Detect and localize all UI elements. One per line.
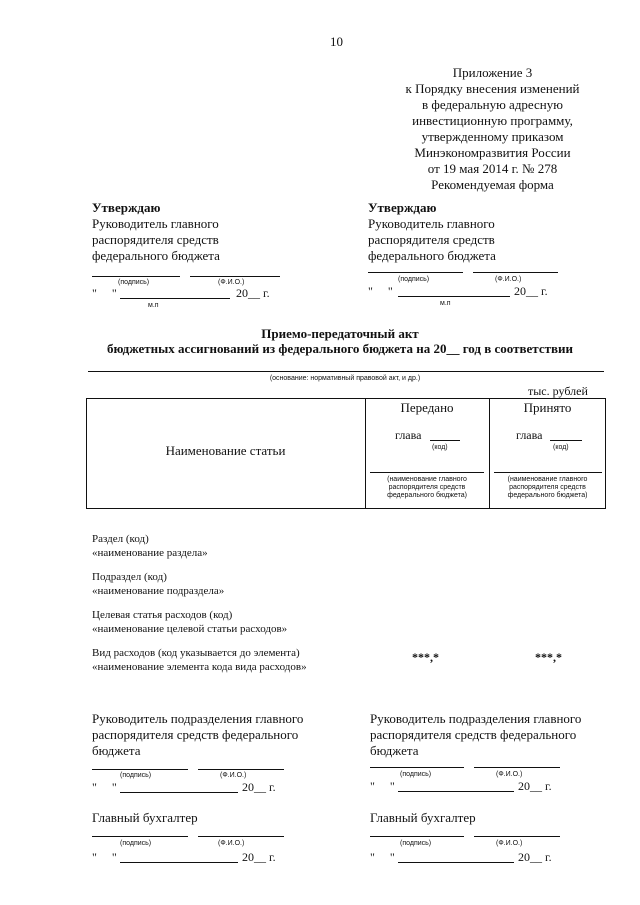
date-quotes: " " <box>368 284 393 298</box>
date-year: 20__ г. <box>518 850 552 864</box>
approve-left-block <box>92 200 292 264</box>
signature-line <box>370 836 464 837</box>
date-quotes: " " <box>370 850 395 864</box>
signature-line <box>92 276 180 277</box>
approve-line: Руководитель главного <box>92 216 219 231</box>
date-line <box>120 862 238 863</box>
date-year: 20__ г. <box>242 780 276 794</box>
table-row <box>92 646 307 674</box>
approve-line: распорядителя средств <box>92 232 219 247</box>
page-number: 10 <box>330 34 343 49</box>
signature-caption: (подпись) <box>118 279 150 286</box>
signature-line <box>92 836 188 837</box>
chief-accountant-label: Главный бухгалтер <box>92 810 198 825</box>
sign-left-block <box>92 711 332 759</box>
form-type: Рекомендуемая форма <box>431 177 554 192</box>
row-name: «наименование раздела» <box>92 547 208 559</box>
caption-line: (наименование главного <box>387 476 467 483</box>
date-quotes: " " <box>92 850 117 864</box>
transferred-value: ***,* <box>412 650 439 664</box>
signature-caption: (подпись) <box>400 771 432 778</box>
col-received-header: Принято <box>523 400 572 415</box>
approve-heading: Утверждаю <box>368 200 437 215</box>
col-transferred-header: Передано <box>400 400 454 415</box>
signature-caption: (подпись) <box>400 840 432 847</box>
fio-line <box>473 272 558 273</box>
fio-caption: (Ф.И.О.) <box>218 279 245 286</box>
date-year: 20__ г. <box>514 284 548 298</box>
row-code: Подраздел (код) <box>92 571 167 583</box>
approve-right-block <box>368 200 568 264</box>
appendix-line: утвержденному приказом <box>421 129 564 144</box>
caption-line: (наименование главного <box>507 476 588 483</box>
appendix-block <box>385 65 600 193</box>
fio-line <box>198 836 284 837</box>
date-line <box>398 862 514 863</box>
appendix-line: Приложение 3 <box>452 65 533 80</box>
table-row <box>92 608 287 636</box>
appendix-line: инвестиционную программу, <box>412 113 573 128</box>
appendix-line: в федеральную адресную <box>422 97 563 112</box>
fio-caption: (Ф.И.О.) <box>220 772 247 779</box>
distributor-line <box>494 472 602 473</box>
signature-line <box>370 767 464 768</box>
appendix-line: Минэкономразвития России <box>414 145 571 160</box>
date-year: 20__ г. <box>236 286 270 300</box>
units-label: тыс. рублей <box>528 384 588 398</box>
basis-caption: (основание: нормативный правовой акт, и др.) <box>269 375 421 382</box>
appendix-line: от 19 мая 2014 г. № 278 <box>427 161 558 176</box>
fio-line <box>474 836 560 837</box>
approve-line: федерального бюджета <box>92 248 220 263</box>
fio-line <box>474 767 560 768</box>
code-line <box>550 440 582 441</box>
distributor-line <box>370 472 484 473</box>
sign-line: бюджета <box>92 743 141 758</box>
col-item-header: Наименование статьи <box>165 443 286 458</box>
approve-heading: Утверждаю <box>92 200 161 215</box>
approve-line: Руководитель главного <box>368 216 495 231</box>
sign-line: Руководитель подразделения главного <box>92 711 304 726</box>
appendix-line: к Порядку внесения изменений <box>405 81 580 96</box>
row-code: Целевая статья расходов (код) <box>92 609 233 621</box>
sign-right-block <box>370 711 610 759</box>
glava-label: глава <box>395 428 422 442</box>
code-caption: (код) <box>432 444 448 451</box>
signature-caption: (подпись) <box>120 772 152 779</box>
fio-line <box>190 276 280 277</box>
fio-caption: (Ф.И.О.) <box>496 771 523 778</box>
row-code: Вид расходов (код указывается до элемента) <box>92 647 300 659</box>
date-quotes: " " <box>92 780 117 794</box>
sign-line: Руководитель подразделения главного <box>370 711 582 726</box>
date-line <box>120 298 230 299</box>
fio-line <box>198 769 284 770</box>
sign-line: распорядителя средств федерального <box>92 727 299 742</box>
received-value: ***,* <box>535 650 562 664</box>
date-quotes: " " <box>370 779 395 793</box>
chief-accountant-label: Главный бухгалтер <box>370 810 476 825</box>
row-code: Раздел (код) <box>92 533 149 545</box>
act-title: Приемо-передаточный акт <box>261 326 419 341</box>
date-line <box>398 791 514 792</box>
approve-line: распорядителя средств <box>368 232 495 247</box>
date-line <box>120 792 238 793</box>
date-line <box>398 296 510 297</box>
signature-caption: (подпись) <box>120 840 152 847</box>
date-year: 20__ г. <box>518 779 552 793</box>
table-row <box>92 532 208 560</box>
caption-line: федерального бюджета) <box>387 492 467 499</box>
caption-line: распорядителя средств <box>509 484 586 491</box>
signature-line <box>92 769 188 770</box>
date-year: 20__ г. <box>242 850 276 864</box>
code-caption: (код) <box>553 444 569 451</box>
basis-line <box>88 371 604 372</box>
fio-caption: (Ф.И.О.) <box>496 840 523 847</box>
table-row <box>92 570 224 598</box>
stamp-place: м.п <box>440 300 451 307</box>
row-name: «наименование элемента кода вида расходов» <box>92 661 307 673</box>
code-line <box>430 440 460 441</box>
act-subtitle: бюджетных ассигнований из федерального бюджета на 20__ год в соответствии <box>106 341 573 356</box>
sign-line: распорядителя средств федерального <box>370 727 577 742</box>
signature-line <box>368 272 463 273</box>
glava-label: глава <box>516 428 543 442</box>
fio-caption: (Ф.И.О.) <box>495 276 522 283</box>
sign-line: бюджета <box>370 743 419 758</box>
signature-caption: (подпись) <box>398 276 430 283</box>
row-name: «наименование целевой статьи расходов» <box>92 623 288 635</box>
fio-caption: (Ф.И.О.) <box>218 840 245 847</box>
distributor-caption <box>489 476 606 500</box>
stamp-place: м.п <box>148 302 159 309</box>
caption-line: распорядителя средств <box>388 484 466 491</box>
row-name: «наименование подраздела» <box>92 585 225 597</box>
approve-line: федерального бюджета <box>368 248 496 263</box>
caption-line: федерального бюджета) <box>507 492 588 499</box>
date-quotes: " " <box>92 286 117 300</box>
distributor-caption <box>365 476 489 500</box>
